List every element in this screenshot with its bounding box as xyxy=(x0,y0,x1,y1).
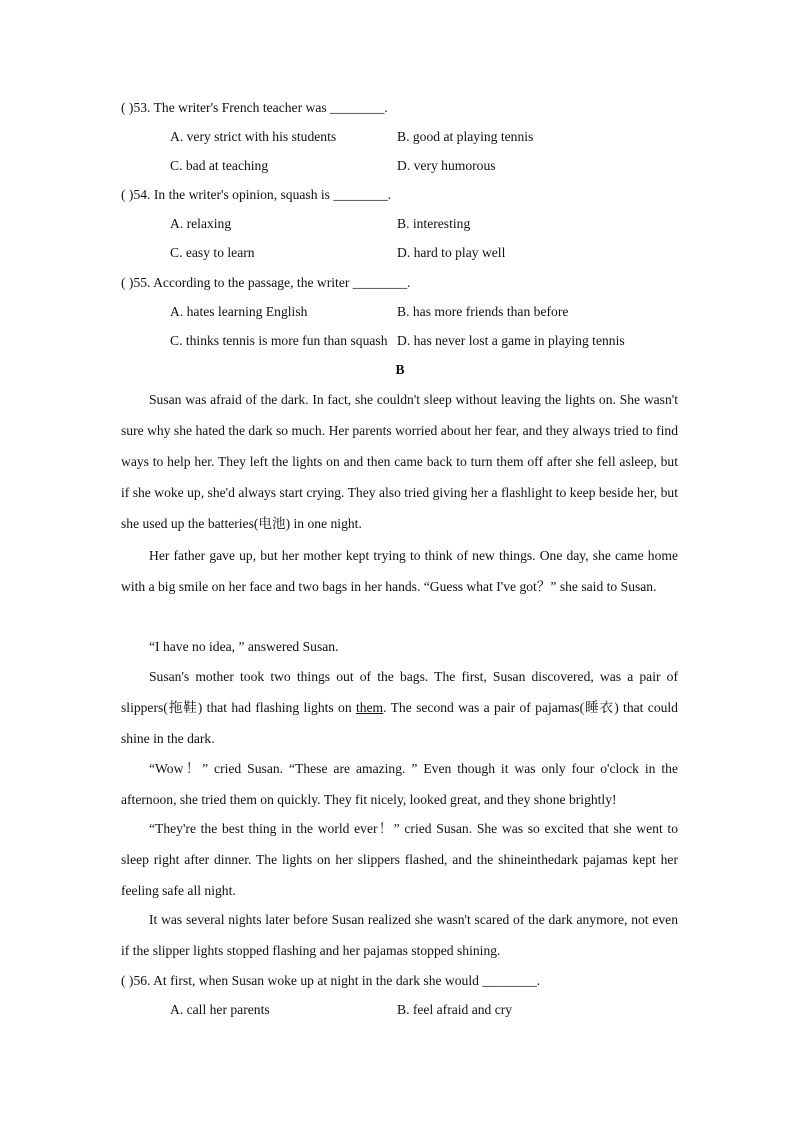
question-54-option-c: C. easy to learn xyxy=(170,245,255,260)
question-55-option-d: D. has never lost a game in playing tennis xyxy=(397,333,625,348)
question-53-option-b: B. good at playing tennis xyxy=(397,129,534,144)
question-54-option-b: B. interesting xyxy=(397,216,471,231)
passage-paragraph-3: “I have no idea, ” answered Susan. xyxy=(149,639,339,654)
question-54-stem: ( )54. In the writer's opinion, squash is ________. xyxy=(121,187,392,202)
passage-paragraph-5: “Wow！” cried Susan. “These are amazing. ” Even though it was only four o'clock in the afternoon, she tried them on quickly. They fit nicely, looked great, and they shone brightly! xyxy=(121,761,678,807)
question-56-option-b: B. feel afraid and cry xyxy=(397,1002,513,1017)
paragraph-4-text-end: . The second was a pair of pajamas(睡衣) that could shine in the dark. xyxy=(121,700,678,746)
question-53-option-c: C. bad at teaching xyxy=(170,158,269,173)
question-55-option-c: C. thinks tennis is more fun than squash xyxy=(170,333,388,348)
underlined-word-them: them xyxy=(355,700,384,715)
question-53-option-a: A. very strict with his students xyxy=(170,129,337,144)
section-heading: B xyxy=(395,362,405,377)
question-55-stem: ( )55. According to the passage, the writer ________. xyxy=(121,275,411,290)
passage-paragraph-4 xyxy=(121,661,678,754)
question-53-stem: ( )53. The writer's French teacher was ________. xyxy=(121,100,388,115)
question-55-option-b: B. has more friends than before xyxy=(397,304,569,319)
paragraph-4-text-start: Susan's mother took two things out of the bags. The first, Susan discovered, was a pair of slippers(拖鞋) that had flashing lights on xyxy=(121,669,678,715)
question-56-stem: ( )56. At first, when Susan woke up at night in the dark she would ________. xyxy=(121,973,541,988)
passage-paragraph-6: “They're the best thing in the world ever！” cried Susan. She was so excited that she went to sleep right after dinner. The lights on her slippers flashed, and the shineinthedark pajamas kept her feeling safe all night. xyxy=(121,821,678,898)
passage-paragraph-7: It was several nights later before Susan realized she wasn't scared of the dark anymore, not even if the slipper lights stopped flashing and her pajamas stopped shining. xyxy=(121,912,678,958)
question-54-option-d: D. hard to play well xyxy=(397,245,506,260)
question-53-option-d: D. very humorous xyxy=(397,158,496,173)
passage-paragraph-2: Her father gave up, but her mother kept trying to think of new things. One day, she came home with a big smile on her face and two bags in her hands. “Guess what I've got？” she said to Susan. xyxy=(121,548,678,594)
passage-paragraph-1: Susan was afraid of the dark. In fact, she couldn't sleep without leaving the lights on. She wasn't sure why she hated the dark so much. Her parents worried about her fear, and they always tried to find ways to help her. They left the lights on and then came back to turn them off after she fell asleep, but if she woke up, she'd always start crying. They also tried giving her a flashlight to keep beside her, but she used up the batteries(电池) in one night. xyxy=(121,392,678,531)
question-56-option-a: A. call her parents xyxy=(170,1002,270,1017)
question-55-option-a: A. hates learning English xyxy=(170,304,308,319)
question-54-option-a: A. relaxing xyxy=(170,216,232,231)
